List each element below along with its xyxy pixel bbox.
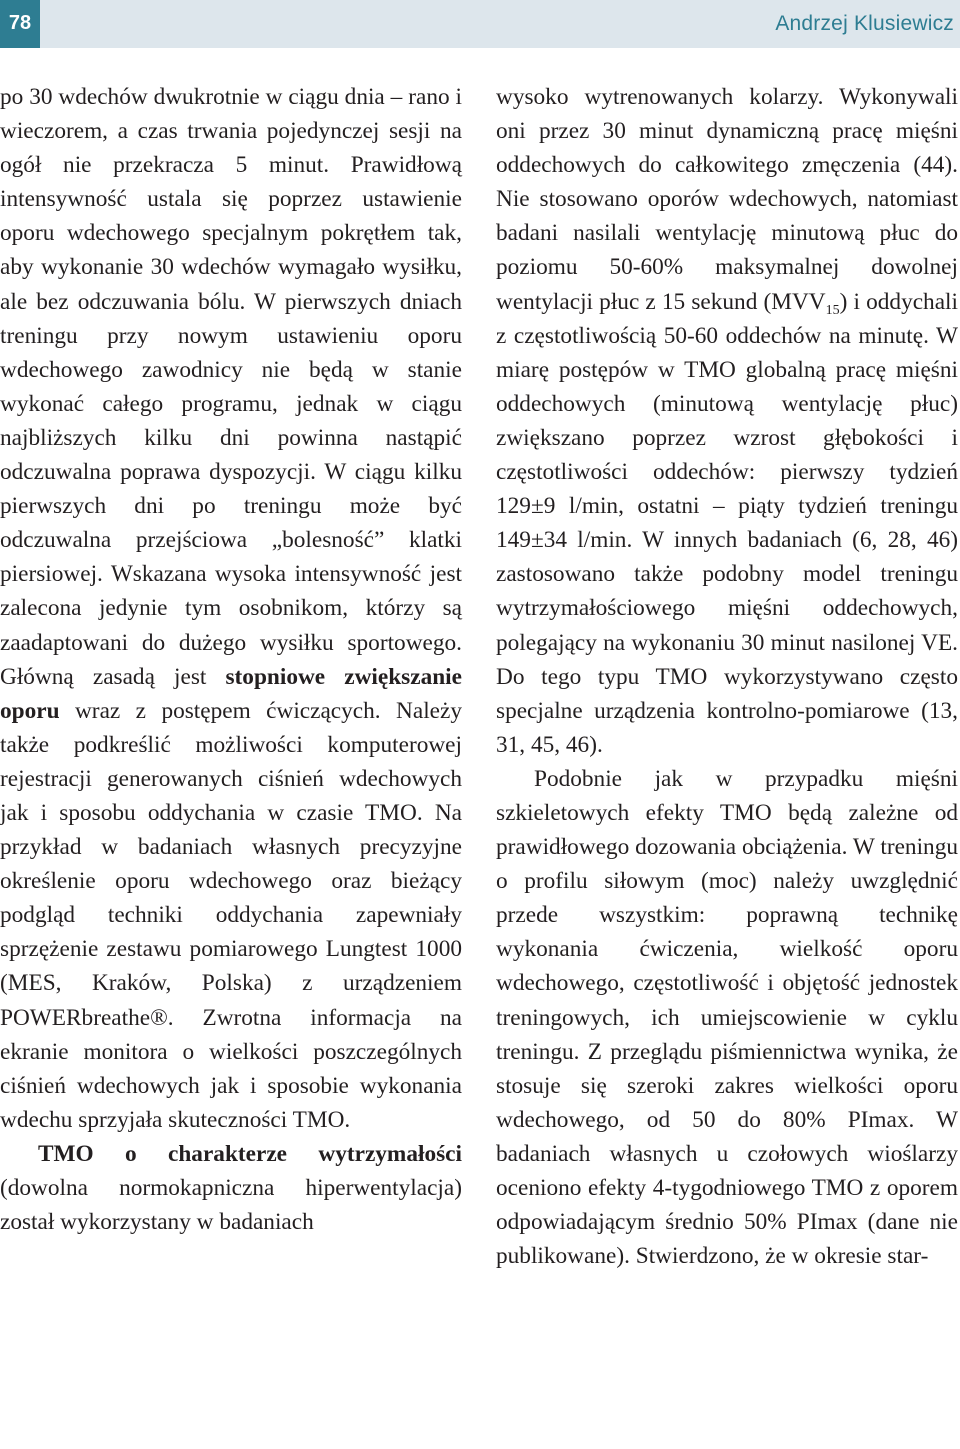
paragraph-text: wysoko wytrenowanych kolarzy. Wykonywali oni przez 30 minut dynamiczną pracę mięśni oddechowych do całkowitego zmęczenia (44). Nie stosowano oporów wdechowych, natomiast badani nasilali wentylację minutową płuc do poziomu 50-60% maksymalnej dowolnej wentylacji płuc z 15 sekund (MVV xyxy=(496,84,958,315)
paragraph xyxy=(496,80,958,762)
emphasis-text: TMO o charakterze wytrzymałości xyxy=(38,1140,462,1167)
right-column xyxy=(496,80,958,1273)
subscript: 15 xyxy=(825,302,840,318)
left-column xyxy=(0,80,462,1239)
paragraph xyxy=(496,762,958,1273)
emphasis-text: stopniowe zwiększanie oporu xyxy=(0,663,462,724)
paragraph-text: po 30 wdechów dwukrotnie w ciągu dnia – rano i wieczorem, a czas trwania pojedynczej sesji na ogół nie przekracza 5 minut. Prawidłową intensywność ustala się poprzez ustawienie oporu wdechowego specjalnym pokrętłem tak, aby wykonanie 30 wdechów wymagało wysiłku, ale bez odczuwania bólu. W pierwszych dniach treningu przy nowym ustawieniu oporu wdechowego zawodnicy nie będą w stanie wykonać całego programu, jednak w ciągu najbliższych kilku dni powinna nastąpić odczuwalna poprawa dyspozycji. W ciągu kilku pierwszych dni po treningu może być odczuwalna przejściowa „bolesność” klatki piersiowej. Wskazana wysoka intensywność jest zalecona jedynie tym osobnikom, którzy są zaadaptowani do dużego wysiłku sportowego. Główną zasadą jest xyxy=(0,84,462,690)
paragraph-text: Podobnie jak w przypadku mięśni szkieletowych efekty TMO będą zależne od prawidłowego dozowania obciążenia. W treningu o profilu siłowym (moc) należy uwzględnić przede wszystkim: poprawną technikę wykonania ćwiczenia, wielkość oporu wdechowego, częstotliwość i objętość jednostek treningowych, ich umiejscowienie w cyklu treningu. Z przeglądu piśmiennictwa wynika, że stosuje się szeroki zakres wielkości oporu wdechowego, od 50 do 80% PImax. W badaniach własnych u czołowych wioślarzy oceniono efekty 4-tygodniowego TMO z oporem odpowiadającym średnio 50% PImax (dane nie publikowane). Stwierdzono, że w okresie star- xyxy=(496,765,958,1270)
paragraph xyxy=(0,1137,462,1239)
paragraph-text: (dowolna normokapniczna hiperwentylacja) został wykorzystany w badaniach xyxy=(0,1175,462,1236)
paragraph-text: ) i oddychali z częstotliwością 50-60 oddechów na minutę. W miarę postępów w TMO globalną pracę mięśni oddechowych (minutową wentylację płuc) zwiększano poprzez wzrost głębokości i częstotliwości oddechów: pierwszy tydzień 129±9 l/min, ostatni – piąty tydzień treningu 149±34 l/min. W innych badaniach (6, 28, 46) zastosowano także podobny model treningu wytrzymałościowego mięśni oddechowych, polegający na wykonaniu 30 minut nasilonej VE. Do tego typu TMO wykorzystywano często specjalne urządzenia kontrolno-pomiarowe (13, 31, 45, 46). xyxy=(496,288,958,758)
page-number: 78 xyxy=(0,0,40,48)
paragraph-text: wraz z postępem ćwiczących. Należy także podkreślić możliwości komputerowej rejestracji generowanych ciśnień wdechowych jak i sposobu oddychania w czasie TMO. Na przykład w badaniach własnych precyzyjne określenie oporu wdechowego oraz bieżący podgląd techniki oddychania zapewniały sprzężenie zestawu pomiarowego Lungtest 1000 (MES, Kraków, Polska) z urządzeniem POWERbreathe®. Zwrotna informacja na ekranie monitora o wielkości poszczególnych ciśnień wdechowych jak i sposobie wykonania wdechu sprzyjała skuteczności TMO. xyxy=(0,697,462,1133)
running-header xyxy=(0,0,960,48)
running-head-author: Andrzej Klusiewicz xyxy=(775,12,954,35)
paragraph xyxy=(0,80,462,1137)
